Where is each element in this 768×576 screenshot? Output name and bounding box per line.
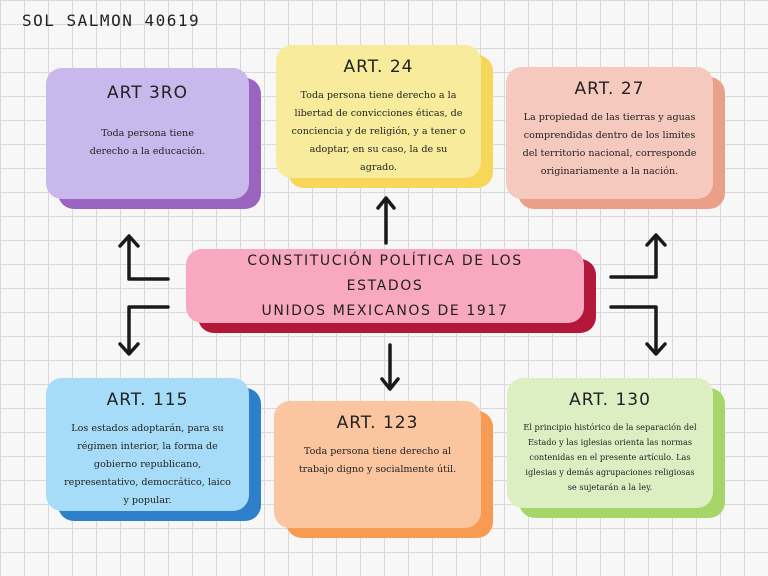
arrow-right-upper [611, 235, 665, 277]
arrow-right-lower [611, 307, 665, 354]
article-title: ART. 115 [106, 390, 189, 410]
center-title-line2: UNIDOS MEXICANOS DE 1917 [261, 302, 509, 319]
arrow-left-lower [120, 307, 168, 354]
article-title: ART. 27 [574, 79, 645, 99]
author-label: SOL SALMON 40619 [22, 11, 201, 30]
article-text: Toda persona tiene derecho a la libertad de convicciones éticas, de conciencia y de religión, y a tener o adoptar, en su caso, la de su agrado. [291, 90, 466, 173]
article-title: ART. 24 [343, 57, 414, 77]
arrow-left-upper [120, 236, 168, 279]
article-text: Toda persona tiene derecho al trabajo digno y socialmente útil. [298, 446, 457, 475]
arrow-down-center [382, 345, 398, 389]
article-text: El principio histórico de la separación del Estado y las iglesias orienta las normas contenidas en el presente artículo. Las iglesias y demás agrupaciones religiosas se sujetarán a la ley. [523, 422, 697, 492]
arrow-up-center [378, 198, 394, 243]
article-text: Toda persona tiene derecho a la educación. [89, 128, 206, 157]
article-text: Los estados adoptarán, para su régimen interior, la forma de gobierno republicano, representativo, democrático, laico y popular. [64, 423, 231, 506]
article-title: ART. 123 [336, 413, 419, 433]
article-text: La propiedad de las tierras y aguas comprendidas dentro de los limites del territorio nacional, corresponde originariamente a la nación. [522, 112, 697, 177]
article-title: ART 3RO [106, 83, 188, 103]
center-title-line1: CONSTITUCIÓN POLÍTICA DE LOS ESTADOS [247, 252, 523, 294]
article-title: ART. 130 [569, 390, 651, 410]
